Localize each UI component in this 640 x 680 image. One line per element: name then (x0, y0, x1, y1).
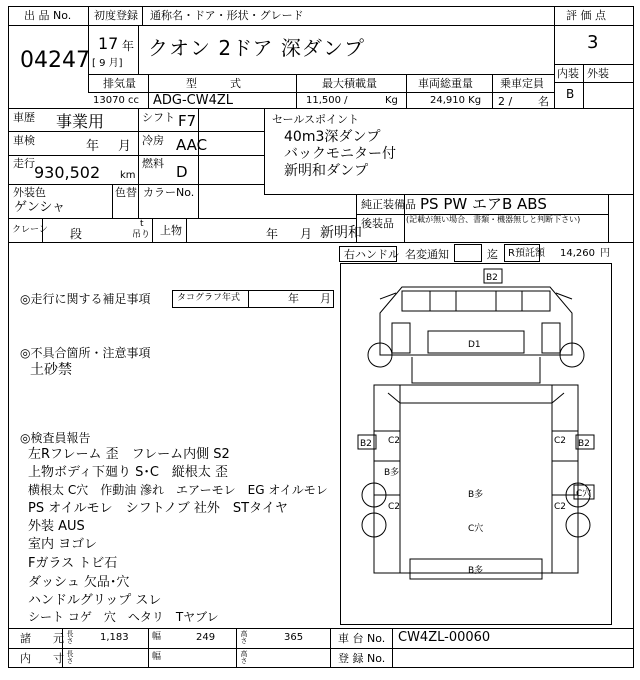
until-label: 迄 (487, 248, 498, 261)
crane-label: クレーン (12, 225, 48, 235)
handle-side: 右ハンドル (344, 248, 399, 261)
inspector-line: ハンドルグリップ スレ (28, 593, 162, 608)
inner-height-label: 高さ (240, 650, 248, 664)
tacho-label: タコグラフ年式 (177, 293, 241, 303)
rating-label: 評 価 点 (566, 9, 606, 22)
inspector-label: ◎検査員報告 (20, 431, 91, 445)
body-maker: 新明和 (320, 225, 362, 241)
width-value: 249 (196, 632, 216, 643)
mark-c2-lower-left: C2 (388, 502, 401, 512)
reg-no-label: 登 録 No. (338, 652, 386, 665)
inspector-line: シート コゲ 穴 ヘタリ Tヤブレ (28, 610, 219, 624)
mark-d1: D1 (468, 340, 481, 350)
shift-value: F7 (178, 112, 197, 130)
exterior-label: 外装 (587, 67, 609, 80)
crane-stage: 段 (70, 227, 83, 241)
reg-year: 17 (98, 34, 119, 53)
reg-year-unit: 年 (122, 39, 135, 53)
rating-value: 3 (587, 32, 599, 53)
aftermarket-note: (記載が無い場合、書類・機器無しと判断下さい) (406, 215, 581, 224)
displacement-value: 13070 cc (93, 95, 139, 106)
usage-value: 事業用 (56, 112, 105, 131)
height-value: 365 (284, 632, 304, 643)
reg-month: [ 9 月] (92, 58, 123, 69)
recycle-amount: 14,260 (560, 248, 595, 259)
sales-point-line: 新明和ダンプ (284, 163, 369, 179)
mark-chole-right: C穴 (576, 489, 592, 499)
inspector-line: 横根太 C穴 作動油 滲れ エアーモレ EG オイルモレ (28, 483, 328, 497)
defects-text: 土砂禁 (30, 362, 72, 378)
lot-no-label: 出 品 No. (24, 9, 72, 22)
first-reg-label: 初度登録 (94, 9, 138, 22)
crane-hoist: 吊り (132, 230, 151, 240)
capacity-value: 2 / (498, 95, 513, 108)
tacho-month: 月 (320, 292, 331, 305)
color-no-label: カラーNo. (143, 186, 195, 199)
mark-bmulti-rear: B多 (468, 566, 484, 576)
mileage-unit: km (120, 170, 136, 181)
inspection-year: 年 (86, 139, 100, 154)
inspector-line: Fガラス トビ石 (28, 556, 118, 571)
length-value: 1,183 (100, 632, 129, 643)
body-label: 上物 (160, 224, 182, 237)
capacity-label: 乗車定員 (500, 77, 544, 90)
ext-color-value: ゲンシャ (14, 200, 66, 215)
spec-label: 通称名・ドア・形状・グレード (150, 9, 304, 22)
crane-ton: t (140, 219, 144, 229)
sales-point-label: セールスポイント (272, 113, 360, 126)
fuel-label: 燃料 (142, 157, 164, 170)
tacho-year: 年 (288, 292, 299, 305)
max-load-unit: Kg (385, 95, 398, 106)
shift-label: シフト (142, 111, 175, 124)
displacement-label: 排気量 (103, 77, 136, 90)
mark-chole-center: C穴 (468, 524, 484, 534)
body-year: 年 (266, 227, 279, 241)
inspector-line: ダッシュ 欠品･穴 (28, 575, 130, 590)
inspector-line: 外装 AUS (28, 519, 85, 534)
lot-number: 04247 (20, 48, 90, 73)
mark-c2-left: C2 (388, 436, 401, 446)
running-notes-label: ◎走行に関する補足事項 (20, 292, 151, 306)
interior-label: 内装 (557, 67, 579, 80)
aftermarket-label: 後装品 (361, 217, 394, 230)
ac-value: AAC (176, 136, 208, 154)
fuel-value: D (176, 163, 188, 181)
mark-b2-right: B2 (578, 439, 590, 449)
equipment-value: PS PW エアB ABS (420, 195, 547, 213)
capacity-unit: 名 (538, 95, 549, 108)
usage-label: 車歴 (13, 111, 35, 124)
gross-weight-value: 24,910 Kg (430, 95, 482, 106)
ext-color-label: 外装色 (13, 186, 46, 199)
mileage-label: 走行 (13, 157, 35, 170)
truck-diagram (340, 263, 612, 625)
mark-c2-lower-right: C2 (554, 502, 567, 512)
inspector-line: 上物ボディ下廻り S･C 縦根太 歪 (28, 465, 229, 480)
ac-label: 冷房 (142, 134, 164, 147)
height-label: 高さ (240, 630, 248, 644)
inner-dims-label: 内 寸 (20, 652, 64, 665)
max-load-value: 11,500 / (306, 95, 348, 106)
gross-weight-label: 車両総重量 (418, 77, 473, 90)
color-change-label: 色替 (115, 186, 137, 199)
width-label: 幅 (152, 632, 162, 642)
inner-width-label: 幅 (152, 652, 162, 662)
name-change-label: 名変通知 (405, 248, 449, 261)
inspection-month: 月 (118, 139, 132, 154)
inspector-line: 左Rフレーム 歪 フレーム内側 S2 (28, 447, 230, 462)
body-month: 月 (300, 227, 313, 241)
sales-point-line: 40m3深ダンプ (284, 129, 381, 145)
interior-grade: B (566, 87, 575, 101)
chassis-label: 車 台 No. (338, 632, 386, 645)
defects-label: ◎不具合箇所・注意事項 (20, 346, 151, 360)
recycle-label: R預託額 (508, 248, 545, 259)
car-name: クオン 2ドア 深ダンプ (148, 36, 366, 60)
max-load-label: 最大積載量 (322, 77, 377, 90)
yen-unit: 円 (600, 248, 610, 259)
model-label: 型 式 (186, 77, 241, 90)
chassis-number: CW4ZL-00060 (398, 630, 491, 645)
length-label: 長さ (66, 630, 74, 644)
inner-length-label: 長さ (66, 650, 74, 664)
mark-b2-top: B2 (486, 273, 498, 283)
model-code: ADG-CW4ZL (153, 93, 234, 108)
mark-b2-left: B2 (360, 439, 372, 449)
mark-bmulti-center: B多 (468, 490, 484, 500)
inspector-line: 室内 ヨゴレ (28, 537, 98, 552)
mark-bmulti-left: B多 (384, 468, 400, 478)
inspector-line: PS オイルモレ シフトノブ 社外 STタイヤ (28, 501, 288, 516)
equipment-label: 純正装備品 (361, 198, 416, 211)
mark-c2-right: C2 (554, 436, 567, 446)
dims-label: 諸 元 (20, 632, 64, 645)
sales-point-line: バックモニター付 (284, 146, 396, 162)
mileage-value: 930,502 (34, 163, 101, 182)
inspection-label: 車検 (13, 134, 35, 147)
